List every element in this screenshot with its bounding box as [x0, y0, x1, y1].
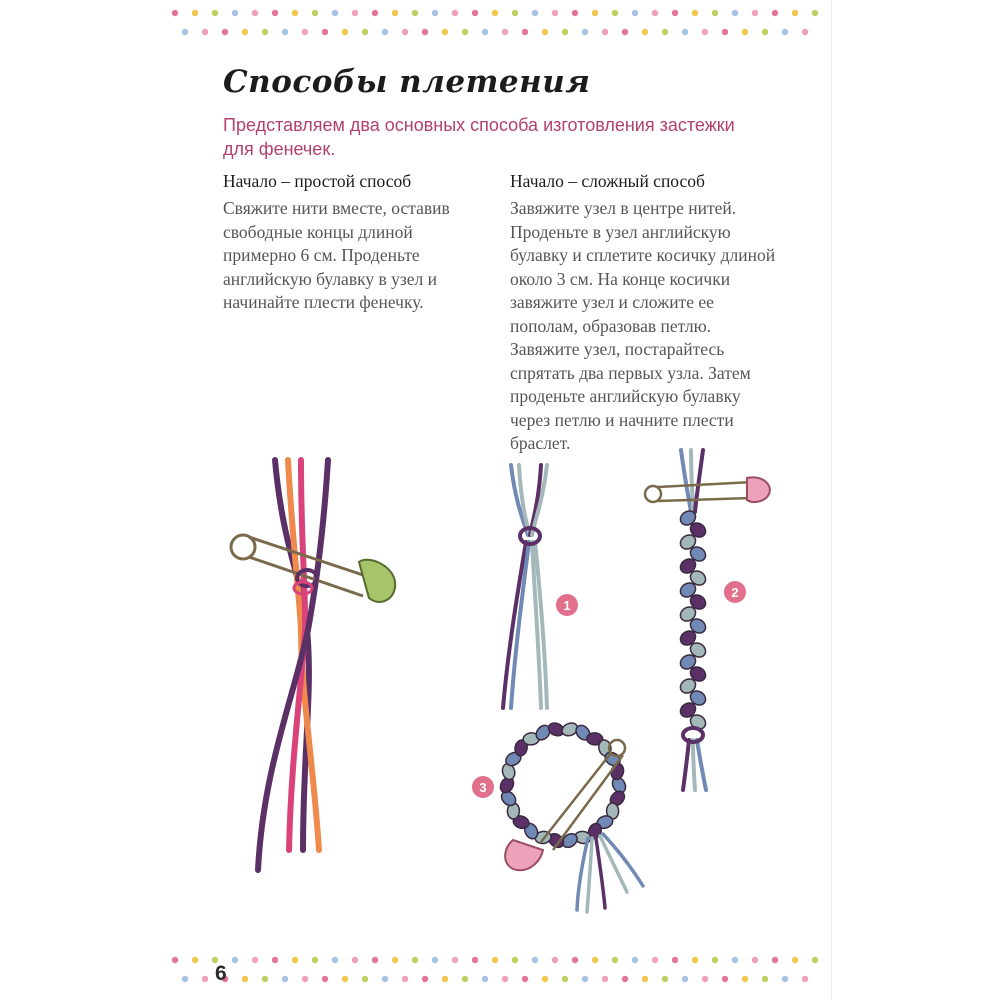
border-dot: [302, 29, 308, 35]
border-dot: [472, 957, 478, 963]
border-dot: [732, 957, 738, 963]
border-dot: [282, 29, 288, 35]
border-dot: [432, 10, 438, 16]
border-dot: [262, 976, 268, 982]
border-dot: [342, 976, 348, 982]
border-dot: [252, 957, 258, 963]
border-dot: [752, 957, 758, 963]
border-dot: [192, 10, 198, 16]
border-dot: [622, 976, 628, 982]
simple-method-illustration: [231, 460, 395, 870]
book-page: [163, 0, 831, 1000]
border-dot: [192, 957, 198, 963]
border-dot: [582, 29, 588, 35]
border-dot: [692, 957, 698, 963]
border-dot: [602, 976, 608, 982]
dot-border-bottom: [163, 954, 831, 984]
border-dot: [812, 957, 818, 963]
border-dot: [342, 29, 348, 35]
border-dot: [722, 976, 728, 982]
border-dot: [772, 957, 778, 963]
braid-icon: [678, 508, 709, 732]
border-dot: [172, 957, 178, 963]
border-dot: [632, 10, 638, 16]
border-dot: [642, 976, 648, 982]
border-dot: [382, 976, 388, 982]
step-number: 2: [731, 585, 739, 600]
border-dot: [312, 10, 318, 16]
complex-method-heading: Начало – сложный способ: [510, 171, 705, 191]
border-dot: [532, 957, 538, 963]
border-dot: [792, 957, 798, 963]
border-dot: [232, 957, 238, 963]
border-dot: [742, 29, 748, 35]
border-dot: [752, 10, 758, 16]
border-dot: [462, 976, 468, 982]
border-dot: [662, 29, 668, 35]
border-dot: [212, 10, 218, 16]
page-number: 6: [215, 962, 227, 985]
step-2-illustration: [645, 450, 770, 790]
border-dot: [572, 957, 578, 963]
border-dot: [532, 10, 538, 16]
border-dot: [332, 10, 338, 16]
page-title: Способы плетения: [223, 64, 591, 100]
border-dot: [672, 10, 678, 16]
border-dot: [522, 29, 528, 35]
illustrations: [163, 430, 831, 950]
border-dot: [632, 957, 638, 963]
border-dot: [242, 29, 248, 35]
border-dot: [612, 957, 618, 963]
border-dot: [292, 957, 298, 963]
border-dot: [742, 976, 748, 982]
border-dot: [682, 976, 688, 982]
border-dot: [552, 10, 558, 16]
step-badge: [556, 594, 578, 616]
border-dot: [462, 29, 468, 35]
complex-method-text: Завяжите узел в центре нитей. Проденьте в узел английскую булавку и сплетите косичку длиной около 3 см. На конце косички завяжите узел и сложите ее пополам, образовав петлю. Завяжите узел, постарайтесь спрятать два первых узла. Затем проденьте английскую булавку через петлю и начните плести браслет.: [510, 198, 776, 453]
border-dot: [242, 976, 248, 982]
border-dot: [602, 29, 608, 35]
border-dot: [652, 957, 658, 963]
intro-text: Представляем два основных способа изготовления застежки для фенечек.: [223, 115, 735, 159]
border-dot: [222, 29, 228, 35]
border-dot: [482, 29, 488, 35]
complex-method-section: [510, 170, 780, 456]
simple-method-heading: Начало – простой способ: [223, 171, 412, 191]
border-dot: [372, 10, 378, 16]
border-dot: [692, 10, 698, 16]
border-dot: [402, 976, 408, 982]
border-dot: [422, 29, 428, 35]
border-dot: [492, 10, 498, 16]
border-dot: [512, 957, 518, 963]
border-dot: [482, 976, 488, 982]
border-dot: [772, 10, 778, 16]
border-dot: [272, 957, 278, 963]
border-dot: [442, 29, 448, 35]
step-3-illustration: [472, 721, 643, 912]
step-number: 1: [563, 598, 571, 613]
border-dot: [592, 10, 598, 16]
border-dot: [202, 29, 208, 35]
simple-method-section: [223, 170, 483, 315]
border-dot: [802, 976, 808, 982]
step-badge: [724, 581, 746, 603]
border-dot: [452, 10, 458, 16]
border-dot: [202, 976, 208, 982]
simple-method-text: Свяжите нити вместе, оставив свободные концы длиной примерно 6 см. Проденьте английскую булавку в узел и начинайте плести фенечку.: [223, 198, 450, 312]
border-dot: [592, 957, 598, 963]
border-dot: [362, 29, 368, 35]
border-dot: [492, 957, 498, 963]
border-dot: [292, 10, 298, 16]
border-dot: [422, 976, 428, 982]
step-badge: [472, 776, 494, 798]
step-number: 3: [479, 780, 487, 795]
border-dot: [472, 10, 478, 16]
border-dot: [382, 29, 388, 35]
border-dot: [282, 976, 288, 982]
border-dot: [702, 29, 708, 35]
border-dot: [432, 957, 438, 963]
border-dot: [542, 976, 548, 982]
border-dot: [392, 10, 398, 16]
border-dot: [172, 10, 178, 16]
border-dot: [652, 10, 658, 16]
border-dot: [542, 29, 548, 35]
border-dot: [502, 29, 508, 35]
border-dot: [352, 10, 358, 16]
border-dot: [712, 957, 718, 963]
border-dot: [412, 957, 418, 963]
safety-pin-icon: [645, 477, 770, 502]
border-dot: [252, 10, 258, 16]
border-dot: [712, 10, 718, 16]
border-dot: [412, 10, 418, 16]
dot-border-top: [163, 6, 831, 36]
border-dot: [622, 29, 628, 35]
border-dot: [262, 29, 268, 35]
border-dot: [762, 29, 768, 35]
border-dot: [562, 29, 568, 35]
border-dot: [812, 10, 818, 16]
border-dot: [582, 976, 588, 982]
border-dot: [702, 976, 708, 982]
border-dot: [572, 10, 578, 16]
border-dot: [672, 957, 678, 963]
step-1-illustration: [503, 465, 578, 708]
border-dot: [562, 976, 568, 982]
border-dot: [722, 29, 728, 35]
thread-strands: [258, 460, 328, 870]
border-dot: [732, 10, 738, 16]
border-dot: [352, 957, 358, 963]
border-dot: [322, 976, 328, 982]
border-dot: [322, 29, 328, 35]
border-dot: [362, 976, 368, 982]
border-dot: [612, 10, 618, 16]
border-dot: [512, 10, 518, 16]
border-dot: [332, 957, 338, 963]
border-dot: [762, 976, 768, 982]
border-dot: [642, 29, 648, 35]
braid-icon: [498, 721, 628, 850]
border-dot: [182, 29, 188, 35]
border-dot: [502, 976, 508, 982]
border-dot: [312, 957, 318, 963]
border-dot: [802, 29, 808, 35]
border-dot: [682, 29, 688, 35]
border-dot: [372, 957, 378, 963]
border-dot: [792, 10, 798, 16]
border-dot: [782, 29, 788, 35]
border-dot: [182, 976, 188, 982]
border-dot: [522, 976, 528, 982]
border-dot: [442, 976, 448, 982]
border-dot: [552, 957, 558, 963]
border-dot: [302, 976, 308, 982]
border-dot: [272, 10, 278, 16]
border-dot: [402, 29, 408, 35]
border-dot: [452, 957, 458, 963]
border-dot: [782, 976, 788, 982]
border-dot: [662, 976, 668, 982]
border-dot: [392, 957, 398, 963]
border-dot: [232, 10, 238, 16]
